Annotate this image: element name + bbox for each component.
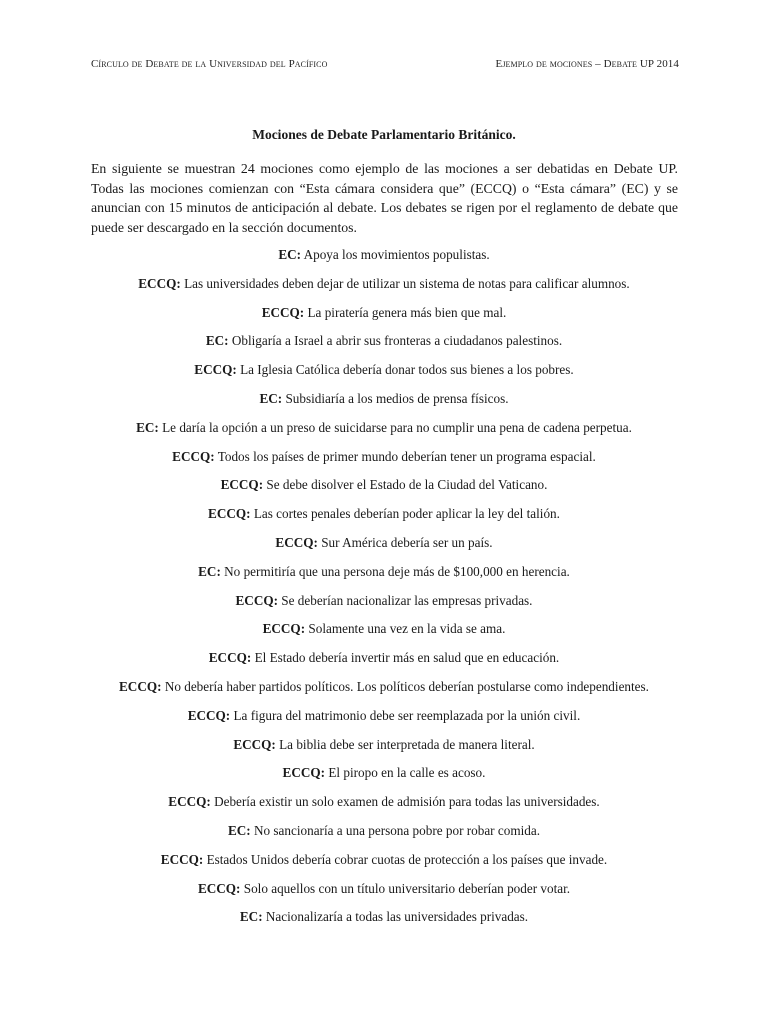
motion-prefix: EC: bbox=[259, 390, 283, 406]
motion-item bbox=[0, 245, 768, 274]
motion-text: Apoya los movimientos populistas. bbox=[301, 247, 490, 262]
motion-prefix: ECCQ: bbox=[235, 592, 278, 608]
motion-item bbox=[0, 821, 768, 850]
motion-prefix: ECCQ: bbox=[233, 736, 276, 752]
motion-item bbox=[0, 533, 768, 562]
motion-text: Todos los países de primer mundo deberían tener un programa espacial. bbox=[214, 448, 596, 464]
motion-text: El piropo en la calle es acoso. bbox=[325, 765, 486, 781]
motion-prefix: ECCQ: bbox=[172, 448, 215, 464]
motion-prefix: ECCQ: bbox=[208, 506, 251, 522]
motion-prefix: ECCQ: bbox=[275, 534, 318, 550]
motion-text: Las universidades deben dejar de utilizar un sistema de notas para calificar alumnos. bbox=[180, 275, 630, 291]
motion-text: La biblia debe ser interpretada de manera literal. bbox=[275, 736, 535, 752]
page-header bbox=[91, 58, 679, 70]
motion-prefix: ECCQ: bbox=[187, 707, 231, 723]
motion-item bbox=[0, 763, 768, 792]
motion-text: No permitiría que una persona deje más de $100,000 en herencia. bbox=[220, 563, 570, 579]
motion-text: La figura del matrimonio debe ser reemplazada por la unión civil. bbox=[230, 707, 581, 723]
motion-item bbox=[0, 274, 768, 303]
motions-list bbox=[0, 245, 768, 936]
motion-text: Se debe disolver el Estado de la Ciudad del Vaticano. bbox=[263, 477, 548, 493]
motion-prefix: ECCQ: bbox=[138, 275, 181, 291]
header-organization: Círculo de Debate de la Universidad del Pacífico bbox=[91, 58, 328, 70]
motion-item bbox=[0, 389, 768, 418]
header-document-title: Ejemplo de mociones – Debate UP 2014 bbox=[495, 58, 679, 70]
motion-prefix: ECCQ: bbox=[197, 880, 241, 896]
motion-text: El Estado debería invertir más en salud que en educación. bbox=[251, 650, 560, 666]
motion-prefix: EC: bbox=[239, 909, 263, 925]
motion-text: Obligaría a Israel a abrir sus fronteras a ciudadanos palestinos. bbox=[228, 333, 563, 349]
motion-text: Las cortes penales deberían poder aplicar la ley del talión. bbox=[250, 506, 560, 522]
motion-text: Se deberían nacionalizar las empresas privadas. bbox=[278, 592, 533, 608]
motion-item bbox=[0, 850, 768, 879]
motion-text: La piratería genera más bien que mal. bbox=[304, 304, 507, 320]
motion-prefix: EC: bbox=[198, 563, 221, 579]
motion-prefix: ECCQ: bbox=[262, 621, 306, 637]
motion-item bbox=[0, 303, 768, 332]
motion-text: No debería haber partidos políticos. Los políticos deberían postularse como independientes. bbox=[161, 678, 649, 694]
motion-text: Nacionalizaría a todas las universidades privadas. bbox=[262, 909, 529, 925]
motion-text: Solo aquellos con un título universitario deberían poder votar. bbox=[240, 880, 571, 896]
motion-text: Le daría la opción a un preso de suicidarse para no cumplir una pena de cadena perpetua. bbox=[158, 419, 632, 435]
motion-prefix: EC: bbox=[227, 822, 251, 838]
motion-prefix: ECCQ: bbox=[194, 362, 237, 378]
motion-text: Subsidiaría a los medios de prensa físicos. bbox=[282, 390, 509, 406]
motion-prefix: ECCQ: bbox=[119, 678, 162, 694]
motion-prefix: EC: bbox=[205, 333, 229, 349]
motion-prefix: EC: bbox=[278, 247, 302, 262]
motion-item bbox=[0, 447, 768, 476]
motion-item bbox=[0, 879, 768, 908]
motion-text: Estados Unidos debería cobrar cuotas de protección a los países que invade. bbox=[203, 851, 608, 867]
motion-item bbox=[0, 792, 768, 821]
motion-item bbox=[0, 360, 768, 389]
motion-item bbox=[0, 331, 768, 360]
motion-item bbox=[0, 735, 768, 764]
motion-item bbox=[0, 648, 768, 677]
motion-item bbox=[0, 562, 768, 591]
motion-item bbox=[0, 591, 768, 620]
motion-text: La Iglesia Católica debería donar todos sus bienes a los pobres. bbox=[236, 362, 574, 378]
motion-text: Sur América debería ser un país. bbox=[317, 534, 493, 550]
motion-item bbox=[0, 418, 768, 447]
motion-prefix: ECCQ: bbox=[160, 851, 204, 867]
motion-text: No sancionaría a una persona pobre por robar comida. bbox=[250, 822, 540, 838]
document-title: Mociones de Debate Parlamentario Británico. bbox=[252, 127, 516, 142]
motion-item bbox=[0, 504, 768, 533]
motion-text: Solamente una vez en la vida se ama. bbox=[305, 621, 506, 637]
motion-prefix: EC: bbox=[136, 419, 159, 435]
motion-item bbox=[0, 619, 768, 648]
motion-item bbox=[0, 907, 768, 936]
motion-prefix: ECCQ: bbox=[261, 304, 305, 320]
motion-prefix: ECCQ: bbox=[282, 765, 326, 781]
motion-prefix: ECCQ: bbox=[208, 650, 252, 666]
motion-prefix: ECCQ: bbox=[220, 477, 264, 493]
motion-prefix: ECCQ: bbox=[168, 794, 211, 810]
motion-item bbox=[0, 677, 768, 706]
intro-paragraph: En siguiente se muestran 24 mociones como ejemplo de las mociones a ser debatidas en Debate UP. Todas las mociones comienzan con “Esta cámara considera que” (ECCQ) o “Esta cámara” (EC) y se anuncian con 15 minutos de anticipación al debate. Los debates se rigen por el reglamento de debate que puede ser descargado en la sección documentos. bbox=[91, 161, 678, 235]
motion-item bbox=[0, 475, 768, 504]
motion-item bbox=[0, 706, 768, 735]
motion-text: Debería existir un solo examen de admisión para todas las universidades. bbox=[210, 794, 600, 810]
